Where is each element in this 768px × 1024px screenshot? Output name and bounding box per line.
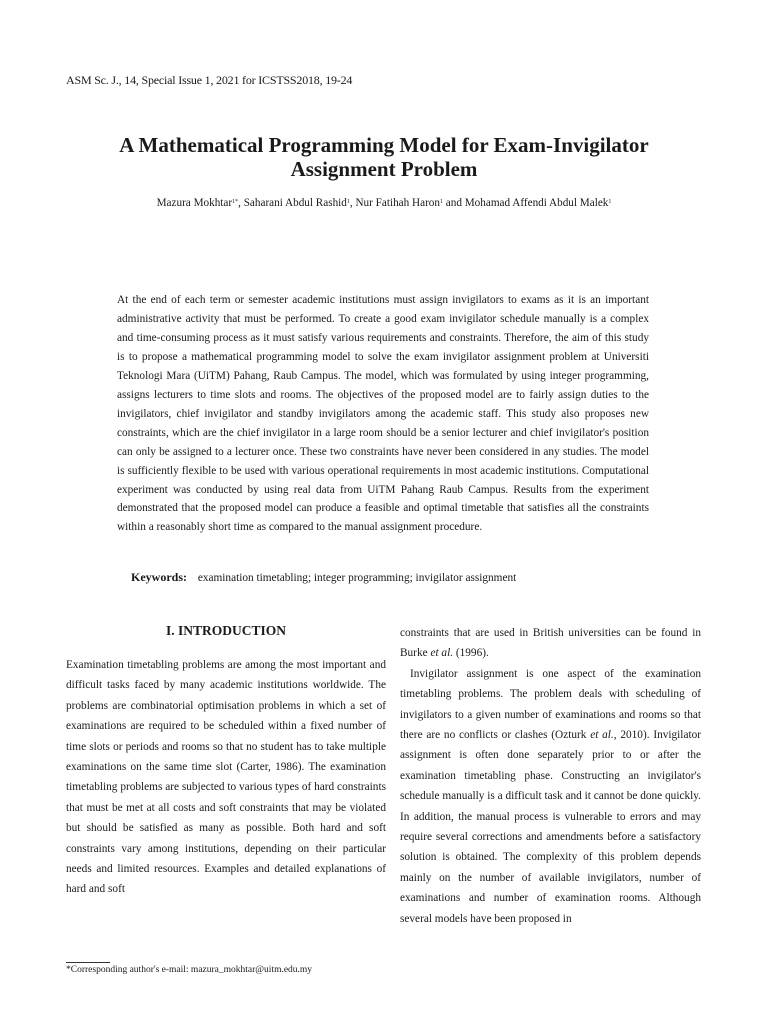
keywords-label: Keywords:	[131, 570, 187, 584]
text-run: , 2010). Invigilator assignment is often done separately prior to or after the examination timetabling phase. Constructing an invigilator's schedule manually is a difficult task and it cannot be done quickly. In addition, the manual process is vulnerable to errors and may require several corrections and amendments before a satisfactory solution is obtained. The complexity of this problem depends mainly on the number of available invigilators, number of examinations and number of examination rooms. Although several models have been proposed in	[400, 729, 702, 925]
corresponding-author-footnote: *Corresponding author's e-mail: mazura_mokhtar@uitm.edu.my	[66, 965, 313, 975]
author-name: Mohamad Affendi Abdul Malek	[464, 197, 609, 209]
text-run: (1996).	[453, 647, 489, 660]
author-separator: ,	[349, 197, 356, 209]
author-separator: ,	[238, 197, 244, 209]
left-column	[66, 655, 386, 900]
author-name: Mazura Mokhtar	[156, 197, 233, 209]
author-affiliation-mark: 1	[346, 199, 350, 205]
invigilator-paragraph	[400, 664, 701, 929]
text-run-italic: et al.	[430, 647, 454, 660]
footnote-divider	[66, 962, 110, 963]
right-column	[400, 623, 701, 929]
author-list	[60, 197, 708, 209]
keywords-text: examination timetabling; integer programming; invigilator assignment	[197, 572, 517, 584]
intro-paragraph-continued	[400, 623, 701, 664]
author-affiliation-mark: 1*	[232, 199, 239, 205]
journal-reference: ASM Sc. J., 14, Special Issue 1, 2021 for ICSTSS2018, 19-24	[66, 73, 353, 87]
paper-title: A Mathematical Programming Model for Exam-Invigilator Assignment Problem	[119, 133, 649, 181]
section-heading-introduction: I. INTRODUCTION	[165, 623, 287, 638]
text-run: Invigilator assignment is one aspect of the examination timetabling problems. The problem deals with scheduling of invigilators to a given number of examinations and rooms so that there are no conflicts or clashes (Ozturk	[400, 667, 701, 742]
text-run: constraints that are used in British universities can be found in Burke	[400, 627, 701, 660]
author-separator: and	[442, 197, 465, 209]
abstract: At the end of each term or semester academic institutions must assign invigilators to exams as it is an important administrative activity that must be performed. To create a good exam invigilator schedule manually is a complex and time-consuming process as it must satisfy various requirements and constraints. Therefore, the aim of this study is to propose a mathematical programming model to solve the exam invigilator assignment problem at Universiti Teknologi Mara (UiTM) Pahang, Raub Campus. The model, which was formulated by using integer programming, assigns lecturers to time slots and rooms. The objectives of the proposed model are to fairly assign duties to the invigilators, chief invigilator and standby invigilators among the academic staff. This study also proposes new constraints, which are the chief invigilator in a large room should be a senior lecturer and chief invigilator's position can only be assigned to a lecturer once. These two constraints have never been considered in any studies. The model is sufficiently flexible to be used with various operational requirements in most academic institutions. Computational experiment was conducted by using real data from UiTM Pahang Raub Campus. Results from the experiment demonstrated that the proposed model can produce a feasible and optimal timetable that satisfies all the constraints within a reasonably short time as compared to the manual assignment procedure.	[117, 294, 649, 534]
author-affiliation-mark: 1	[439, 199, 443, 205]
text-run-italic: et al.	[590, 729, 614, 742]
keywords-line	[131, 570, 516, 585]
author-name: Saharani Abdul Rashid	[243, 197, 347, 209]
intro-paragraph: Examination timetabling problems are among the most important and difficult tasks faced by many academic institutions worldwide. The problems are combinatorial optimisation problems in which a set of examinations are required to be scheduled within a fixed number of time slots or periods and rooms so that no student has to take multiple examinations on the same time slot (Carter, 1986). The examination timetabling problems are subjected to various types of hard constraints that must be met at all costs and soft constraints that may be violated but should be satisfied as many as possible. Both hard and soft constraints vary among institutions, depending on their particular needs and limited resources. Examples and detailed explanations of hard and soft	[66, 659, 386, 896]
author-affiliation-mark: 1	[608, 199, 612, 205]
author-name: Nur Fatihah Haron	[355, 197, 440, 209]
